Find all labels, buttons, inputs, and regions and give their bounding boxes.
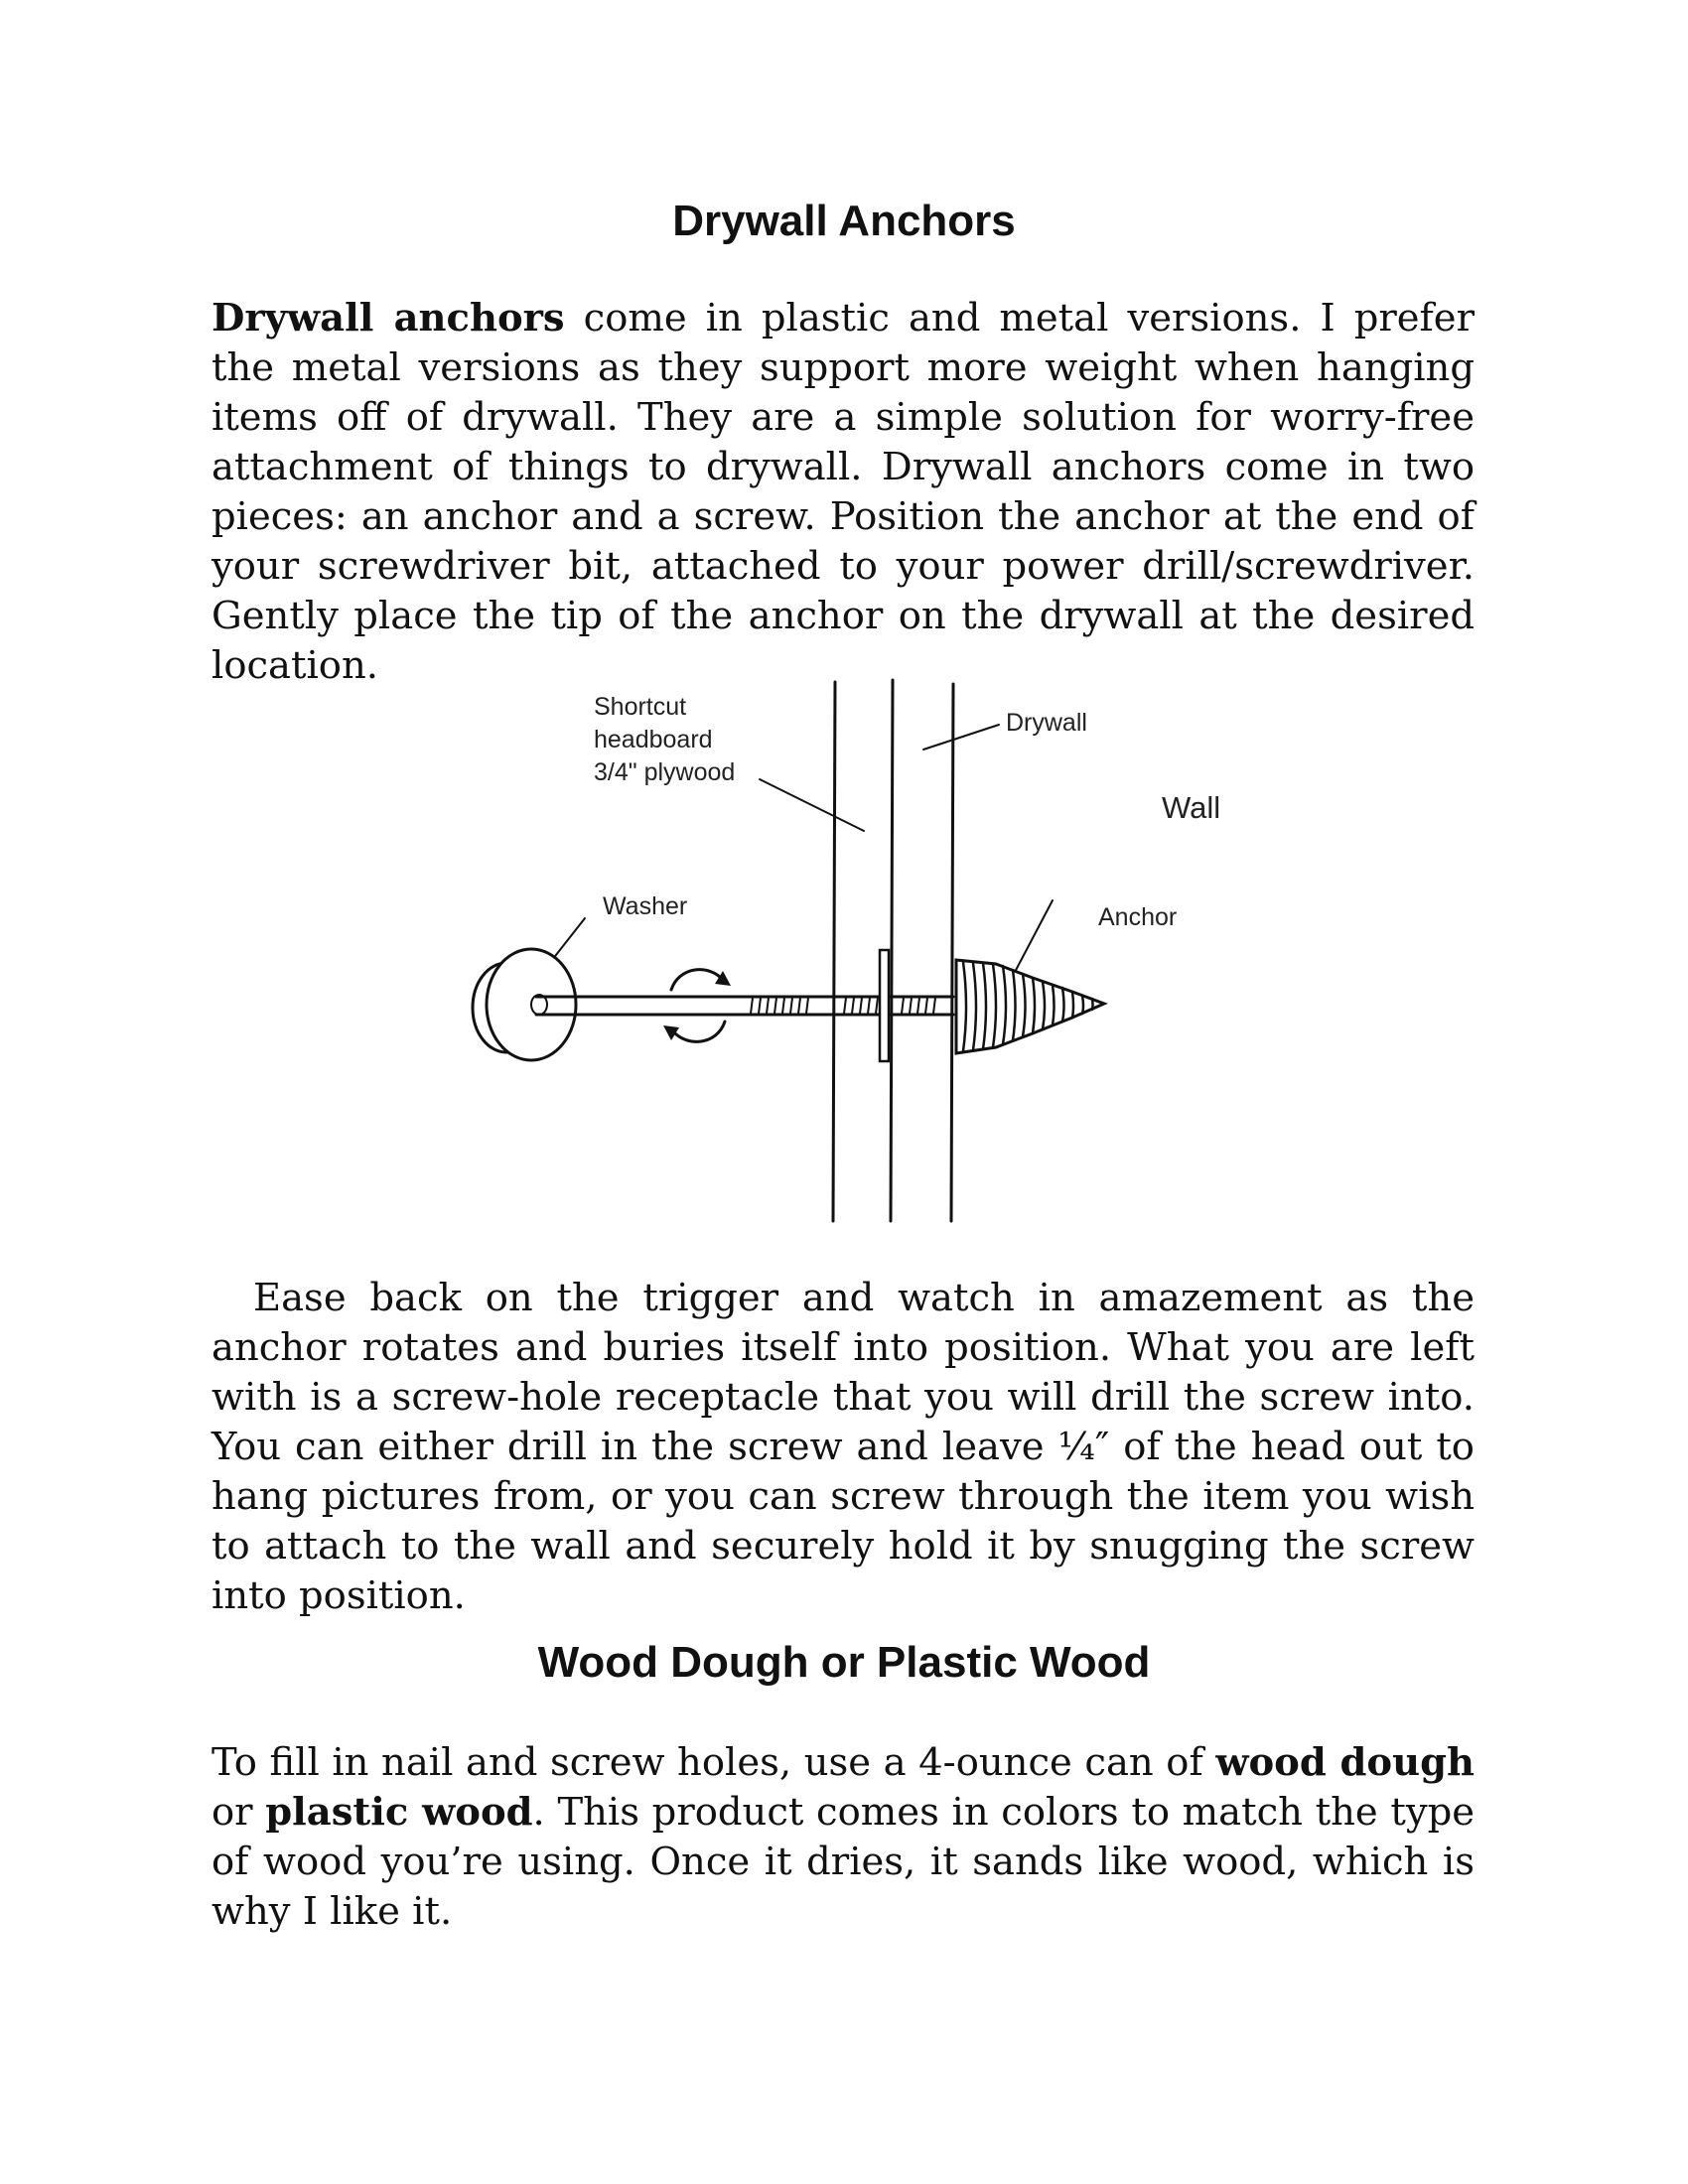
washer-leader-line — [552, 918, 585, 960]
label-washer: Washer — [603, 892, 688, 920]
bold-term-plastic-wood: plastic wood — [265, 1790, 533, 1835]
paragraph-text: or — [211, 1790, 266, 1835]
section-title-wood-dough: Wood Dough or Plastic Wood — [537, 1638, 1151, 1687]
rotation-arrowhead-bottom — [663, 1025, 679, 1040]
label-headboard-line2: headboard — [594, 726, 713, 753]
diagram-svg — [437, 670, 1271, 1226]
anchor-body — [956, 960, 1104, 1053]
paragraph-text: To fill in nail and screw holes, use a 4-ounce can of — [211, 1740, 1216, 1785]
label-drywall: Drywall — [1006, 709, 1087, 737]
drywall-leader-line — [923, 725, 999, 750]
headboard-leader-line — [760, 779, 864, 831]
paragraph-text: . This product comes in colors to match the type of wood you’re using. Once it dries, it sands like wood, which is why I like it. — [211, 1790, 1475, 1934]
label-headboard-line1: Shortcut — [594, 693, 687, 721]
bold-term-drywall-anchors: Drywall anchors — [211, 296, 565, 341]
label-headboard-line3: 3/4" plywood — [594, 758, 736, 786]
label-wall: Wall — [1162, 790, 1221, 825]
label-anchor: Anchor — [1098, 903, 1178, 931]
drywall-right-edge — [951, 684, 953, 1221]
plywood-right-edge — [891, 680, 893, 1221]
rotation-arrow-top — [671, 970, 723, 990]
screw-threads — [751, 998, 935, 1014]
rotation-arrow-bottom — [673, 1022, 725, 1041]
drywall-plate — [880, 950, 889, 1061]
bold-term-wood-dough: wood dough — [1215, 1740, 1476, 1785]
section-title-drywall-anchors: Drywall Anchors — [672, 197, 1016, 245]
anchor-leader-line — [1013, 900, 1053, 976]
paragraph-ease-back-trigger: Ease back on the trigger and watch in amazement as the anchor rotates and buries itself into position. What you are left with is a screw-hole receptacle that you will drill the screw into. You can either drill in the screw and leave ¼″ of the head out to hang pictures from, or you can screw through the item you wish to attach to the wall and securely hold it by snugging the screw into position. — [211, 1276, 1475, 1618]
rotation-arrowhead-top — [715, 971, 731, 986]
drywall-anchor-diagram — [437, 670, 1271, 1226]
paragraph-wood-dough — [211, 1738, 1475, 1937]
paragraph-drywall-anchors-intro — [211, 294, 1475, 691]
plywood-left-edge — [833, 682, 835, 1221]
paragraph-text: come in plastic and metal versions. I prefer the metal versions as they support more weight when hanging items off of drywall. They are a simple solution for worry-free attachment of things to drywall. Drywall anchors come in two pieces: an anchor and a screw. Position the anchor at the end of your screwdriver bit, attached to your power drill/screwdriver. Gently place the tip of the anchor on the drywall at the desired location. — [211, 296, 1475, 688]
